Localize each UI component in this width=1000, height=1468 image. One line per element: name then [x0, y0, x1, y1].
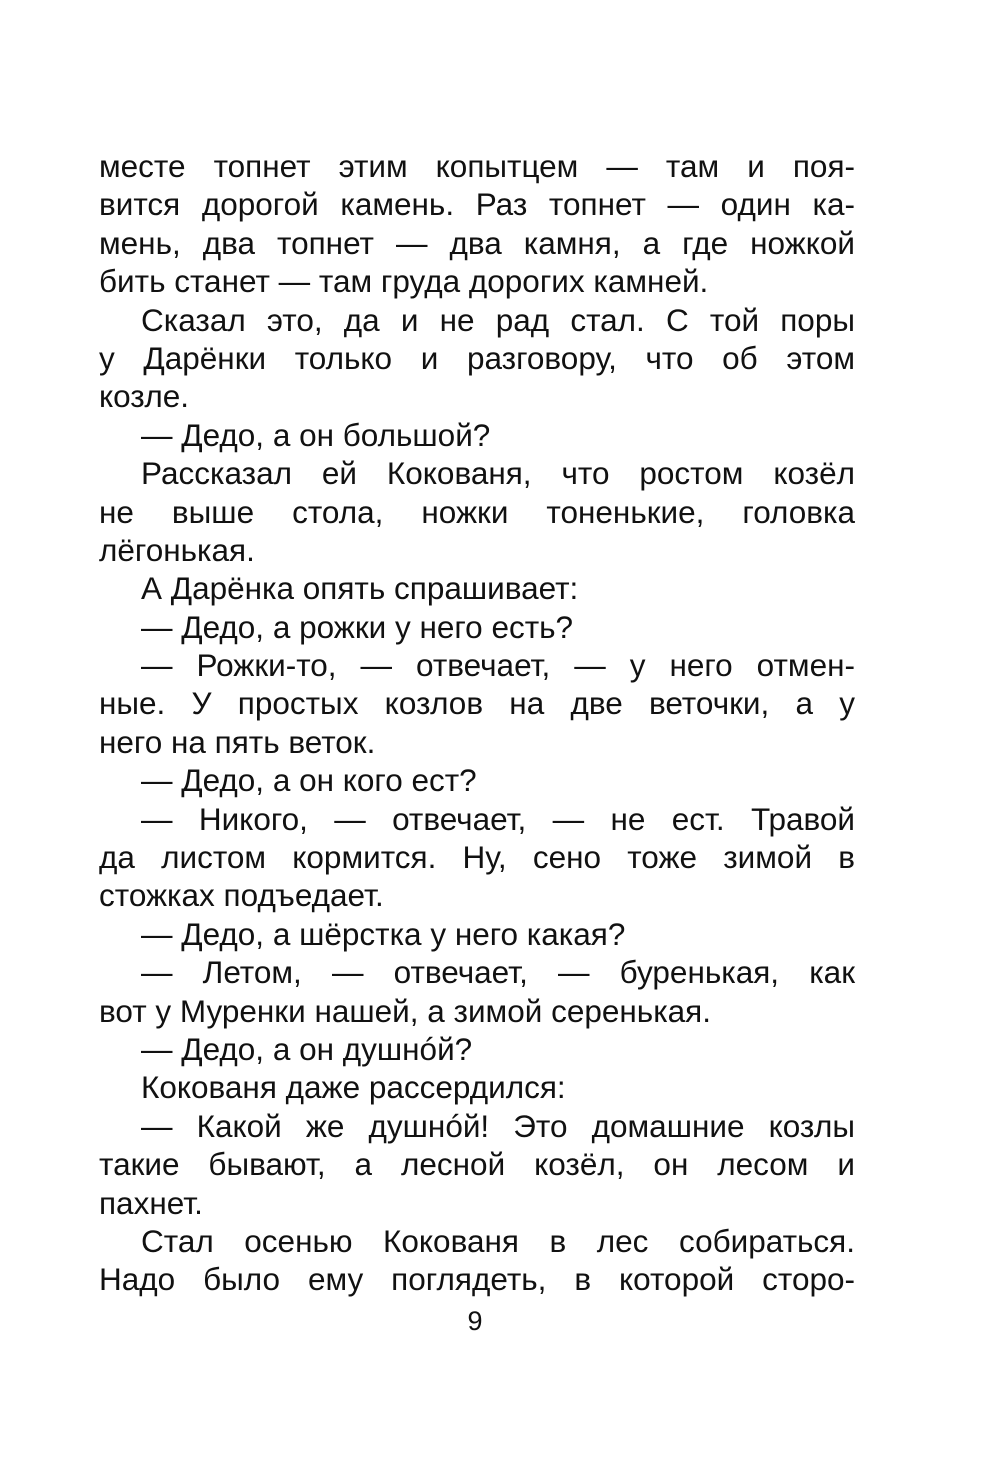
text-line: бить станет — там груда дорогих камней.	[99, 263, 709, 300]
text-line: ные. У простых козлов на две веточки, а у	[99, 685, 855, 722]
text-line: Кокованя даже рассердился:	[141, 1069, 566, 1106]
text-line: — Летом, — отвечает, — буренькая, как	[141, 954, 855, 991]
text-line: месте топнет этим копытцем — там и поя-	[99, 148, 855, 184]
text-line: такие бывают, а лесной козёл, он лесом и	[99, 1146, 855, 1183]
text-line: Стал осенью Кокованя в лес собираться.	[141, 1222, 855, 1259]
text-line: А Дарёнка опять спрашивает:	[141, 570, 579, 607]
text-line: Сказал это, да и не рад стал. С той поры	[141, 301, 855, 338]
text-line: — Дедо, а шёрстка у него какая?	[141, 915, 626, 952]
text-line: лёгонькая.	[99, 531, 255, 568]
text-line: — Дедо, а он кого ест?	[141, 762, 477, 799]
text-line: — Рожки-то, — отвечает, — у него отмен-	[141, 647, 855, 684]
text-line: козле.	[99, 378, 190, 415]
text-line: мень, два топнет — два камня, а где ножкой	[99, 224, 855, 261]
text-line: да листом кормится. Ну, сено тоже зимой в	[99, 839, 855, 876]
text-line: у Дарёнки только и разговору, что об этом	[99, 339, 855, 376]
text-line: пахнет.	[99, 1184, 203, 1221]
page-number: 9	[467, 1306, 483, 1336]
text-line: — Дедо, а рожки у него есть?	[141, 608, 574, 645]
text-line: — Никого, — отвечает, — не ест. Травой	[141, 800, 855, 837]
text-line: вот у Муренки нашей, а зимой серенькая.	[99, 992, 711, 1029]
text-line: — Дедо, а он большой?	[141, 416, 491, 453]
text-line: стожках подъедает.	[99, 877, 384, 914]
text-line: Надо было ему поглядеть, в которой сторо-	[99, 1261, 855, 1298]
text-line: Рассказал ей Кокованя, что ростом козёл	[141, 455, 855, 492]
text-line: него на пять веток.	[99, 723, 376, 760]
text-line: — Дедо, а он душнóй?	[141, 1030, 473, 1067]
text-line: — Какой же душнóй! Это домашние козлы	[141, 1107, 855, 1144]
text-line: вится дорогой камень. Раз топнет — один ка-	[99, 186, 855, 223]
text-line: не выше стола, ножки тоненькие, головка	[99, 493, 855, 530]
body-text	[99, 147, 855, 1299]
